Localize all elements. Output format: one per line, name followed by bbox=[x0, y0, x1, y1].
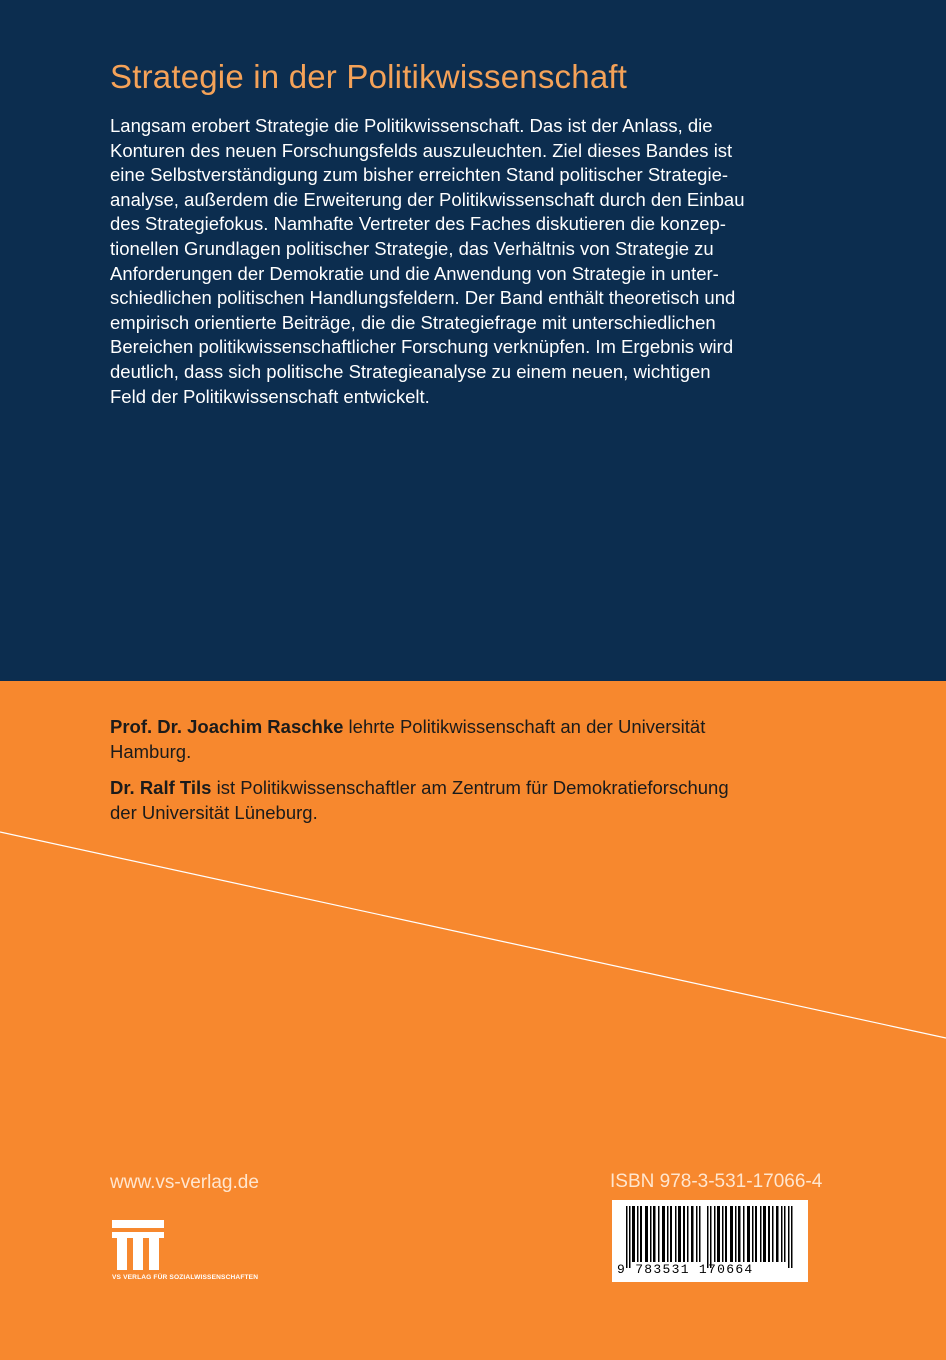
author-bio-text: Hamburg. bbox=[110, 740, 192, 762]
author-name: Dr. Ralf Tils bbox=[110, 777, 212, 798]
author-bio-text: lehrte Politikwissenschaft an der Universität bbox=[343, 716, 706, 737]
author-bio-text: ist Politikwissenschaftler am Zentrum für Demokratieforschung bbox=[211, 777, 729, 798]
publisher-url[interactable]: www.vs-verlag.de bbox=[110, 1172, 259, 1193]
author-bio-tils bbox=[110, 776, 729, 825]
blurb-line: eine Selbstverständigung zum bisher erreichten Stand politischer Strategie- bbox=[110, 164, 729, 186]
blurb-line: Konturen des neuen Forschungsfelds auszuleuchten. Ziel dieses Bandes ist bbox=[110, 139, 733, 161]
blurb-line: des Strategiefokus. Namhafte Vertreter des Faches diskutieren die konzep- bbox=[110, 213, 726, 235]
isbn-label: ISBN 978-3-531-17066-4 bbox=[610, 1171, 823, 1192]
author-bio-raschke bbox=[110, 715, 705, 764]
book-blurb bbox=[110, 114, 744, 409]
blurb-line: tionellen Grundlagen politischer Strategie, das Verhältnis von Strategie zu bbox=[110, 237, 714, 259]
publisher-logo-icon bbox=[112, 1220, 164, 1270]
blurb-line: Bereichen politikwissenschaftlicher Forschung verknüpfen. Im Ergebnis wird bbox=[110, 336, 734, 358]
blurb-line: Anforderungen der Demokratie und die Anwendung von Strategie in unter- bbox=[110, 262, 719, 284]
barcode-number: 9 783531 170664 bbox=[617, 1262, 754, 1277]
blurb-line: empirisch orientierte Beiträge, die die Strategiefrage mit unterschiedlichen bbox=[110, 311, 716, 333]
author-bio-text: der Universität Lüneburg. bbox=[110, 801, 318, 823]
blurb-line: Feld der Politikwissenschaft entwickelt. bbox=[110, 385, 430, 407]
isbn-barcode bbox=[612, 1200, 808, 1282]
author-name: Prof. Dr. Joachim Raschke bbox=[110, 716, 344, 737]
blurb-line: schiedlichen politischen Handlungsfeldern. Der Band enthält theoretisch und bbox=[110, 287, 736, 309]
book-title: Strategie in der Politikwissenschaft bbox=[110, 58, 628, 95]
blurb-line: analyse, außerdem die Erweiterung der Politikwissenschaft durch den Einbau bbox=[110, 188, 745, 210]
publisher-name: VS VERLAG FÜR SOZIALWISSENSCHAFTEN bbox=[112, 1274, 259, 1281]
blurb-line: Langsam erobert Strategie die Politikwissenschaft. Das ist der Anlass, die bbox=[110, 115, 713, 136]
blurb-line: deutlich, dass sich politische Strategieanalyse zu einem neuen, wichtigen bbox=[110, 360, 711, 382]
